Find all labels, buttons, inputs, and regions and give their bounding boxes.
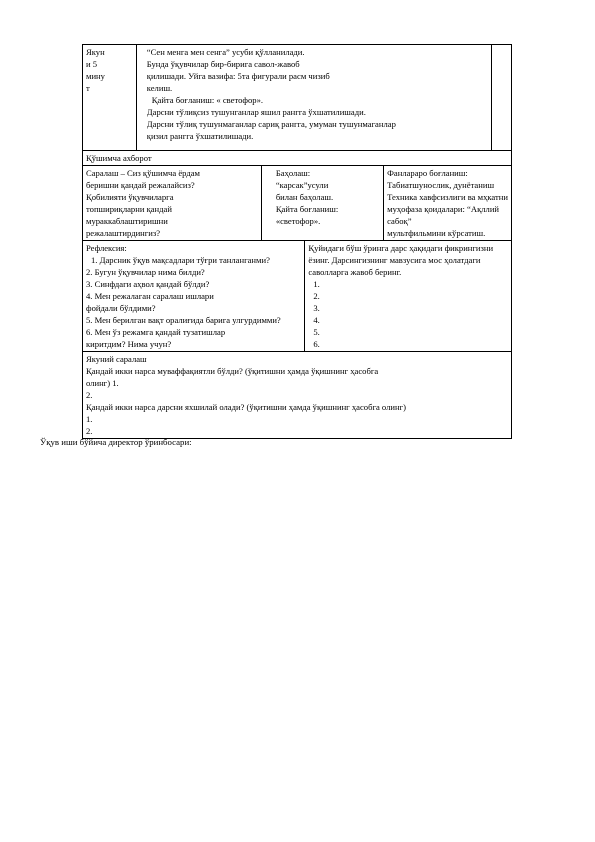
activity-line: Қайта боғланиш: « светофор». bbox=[151, 95, 264, 105]
reflection-line: 3. Синфдаги аҳвол қандай бўлди? bbox=[86, 279, 210, 289]
differentiation-line: мураккаблаштиришни bbox=[86, 216, 168, 226]
feedback-instruction-line: саволларга жавоб беринг. bbox=[308, 267, 402, 277]
feedback-number: 2. bbox=[313, 291, 320, 301]
differentiation-cell bbox=[83, 166, 262, 241]
reflection-line: фойдали бўлдими? bbox=[86, 303, 156, 313]
summary-line: Қандай икки нарса муваффақиятли бўлди? (ўқитишни ҳамда ўқишнинг ҳасобга bbox=[86, 366, 379, 376]
reflection-line: 5. Мен берилган вақт оралиғида барига улгурдимми? bbox=[86, 315, 281, 325]
reflection-line: 6. Мен ўз режамга қандай тузатишлар bbox=[86, 327, 226, 337]
feedback-number: 1. bbox=[313, 279, 320, 289]
time-label-line: и 5 bbox=[86, 59, 98, 69]
cross-curricular-line: муҳофаза қоидалари: “Ақллий bbox=[387, 204, 500, 214]
section-header bbox=[83, 151, 512, 166]
feedback-instruction-line: Қуйидаги бўш ўринга дарс ҳақидаги фикрингизни bbox=[308, 243, 494, 253]
activity-line: келиш. bbox=[146, 83, 173, 93]
differentiation-line: Саралаш – Сиз қўшимча ёрдам bbox=[86, 168, 200, 178]
cross-curricular-line: Фанлараро боғланиш: bbox=[387, 168, 468, 178]
feedback-instruction-line: ёзинг. Дарсингизнинг мавзусига мос ҳолатдаги bbox=[308, 255, 481, 265]
reflection-line: 2. Бугун ўқувчилар нима билди? bbox=[86, 267, 205, 277]
time-label-line: т bbox=[86, 83, 90, 93]
feedback-number: 5. bbox=[313, 327, 320, 337]
summary-line: 2. bbox=[86, 390, 93, 400]
summary-row bbox=[83, 352, 512, 439]
reflection-line: 1. Дарсник ўқув мақсадлари тўғри танланганми? bbox=[91, 255, 270, 265]
feedback-number: 3. bbox=[313, 303, 320, 313]
cross-curricular-cell bbox=[384, 166, 512, 241]
activity-description-cell bbox=[136, 45, 491, 151]
reflection-line: киритдим? Нима учун? bbox=[86, 339, 172, 349]
cross-curricular-line: мультфильмини кўрсатиш. bbox=[387, 228, 486, 238]
differentiation-line: топшириқларни қандай bbox=[86, 204, 172, 214]
lesson-end-table bbox=[82, 44, 512, 151]
activity-line: Бунда ўқувчилар бир-бирига савол-жавоб bbox=[146, 59, 300, 69]
cross-curricular-line: Техника хавфсизлиги ва мҳкатни bbox=[387, 192, 508, 202]
summary-cell bbox=[83, 352, 512, 439]
differentiation-line: Қобилияти ўқувчиларга bbox=[86, 192, 174, 202]
section-header-row bbox=[83, 151, 512, 166]
activity-line: Дарсни тўлиқсиз тушунганлар яшил рангга ўхшатилишади. bbox=[146, 107, 366, 117]
reflection-line: 4. Мен режалаган саралаш ишлари bbox=[86, 291, 214, 301]
additional-info-table bbox=[82, 150, 512, 439]
section-header-text: Қўшимча ахборот bbox=[86, 153, 152, 163]
feedback-cell bbox=[305, 241, 512, 352]
assessment-line: Қайта боғланиш: bbox=[275, 204, 339, 214]
reflection-row bbox=[83, 241, 512, 352]
summary-line: 1. bbox=[86, 414, 93, 424]
activity-line: қилишади. Уйга вазифа: 5та фигурали расм чизиб bbox=[146, 71, 330, 81]
assessment-line: билан баҳолаш. bbox=[275, 192, 334, 202]
assessment-line: «светофор». bbox=[275, 216, 321, 226]
time-label-cell bbox=[83, 45, 137, 151]
differentiation-line: беришни қандай режалайсиз? bbox=[86, 180, 195, 190]
summary-line: Қандай икки нарса дарсни яхшилай олади? (ўқитишни ҳамда ўқишнинг ҳасобга олинг) bbox=[86, 402, 406, 412]
feedback-number: 4. bbox=[313, 315, 320, 325]
activity-line: “Сен менга мен сенга” усуби қўлланилади. bbox=[146, 47, 305, 57]
summary-line: 2. bbox=[86, 426, 93, 436]
summary-line: олинг) 1. bbox=[86, 378, 119, 388]
lesson-end-row bbox=[83, 45, 512, 151]
feedback-number: 6. bbox=[313, 339, 320, 349]
time-label-line: Якун bbox=[86, 47, 105, 57]
cross-curricular-line: сабоқ” bbox=[387, 216, 412, 226]
reflection-title: Рефлексия: bbox=[86, 243, 127, 253]
footer-signature-line: Ўқув иши бўйича директор ўринбосари: bbox=[40, 437, 192, 447]
differentiation-line: режалаштирдингиз? bbox=[86, 228, 161, 238]
assessment-line: “карсак”усули bbox=[275, 180, 329, 190]
assessment-line: Баҳолаш: bbox=[275, 168, 311, 178]
cross-curricular-line: Табиатшунослик, дунётаниш bbox=[387, 180, 495, 190]
resources-cell bbox=[492, 45, 512, 151]
time-label-line: мину bbox=[86, 71, 105, 81]
activity-line: Дарсни тўлиқ тушунмаганлар сариқ рангга, умуман тушунмаганлар bbox=[146, 119, 396, 129]
activity-line: қизил рангга ўхшатилишади. bbox=[146, 131, 254, 141]
assessment-cell bbox=[261, 166, 383, 241]
reflection-cell bbox=[83, 241, 305, 352]
info-row bbox=[83, 166, 512, 241]
summary-title: Якуний саралаш bbox=[86, 354, 147, 364]
